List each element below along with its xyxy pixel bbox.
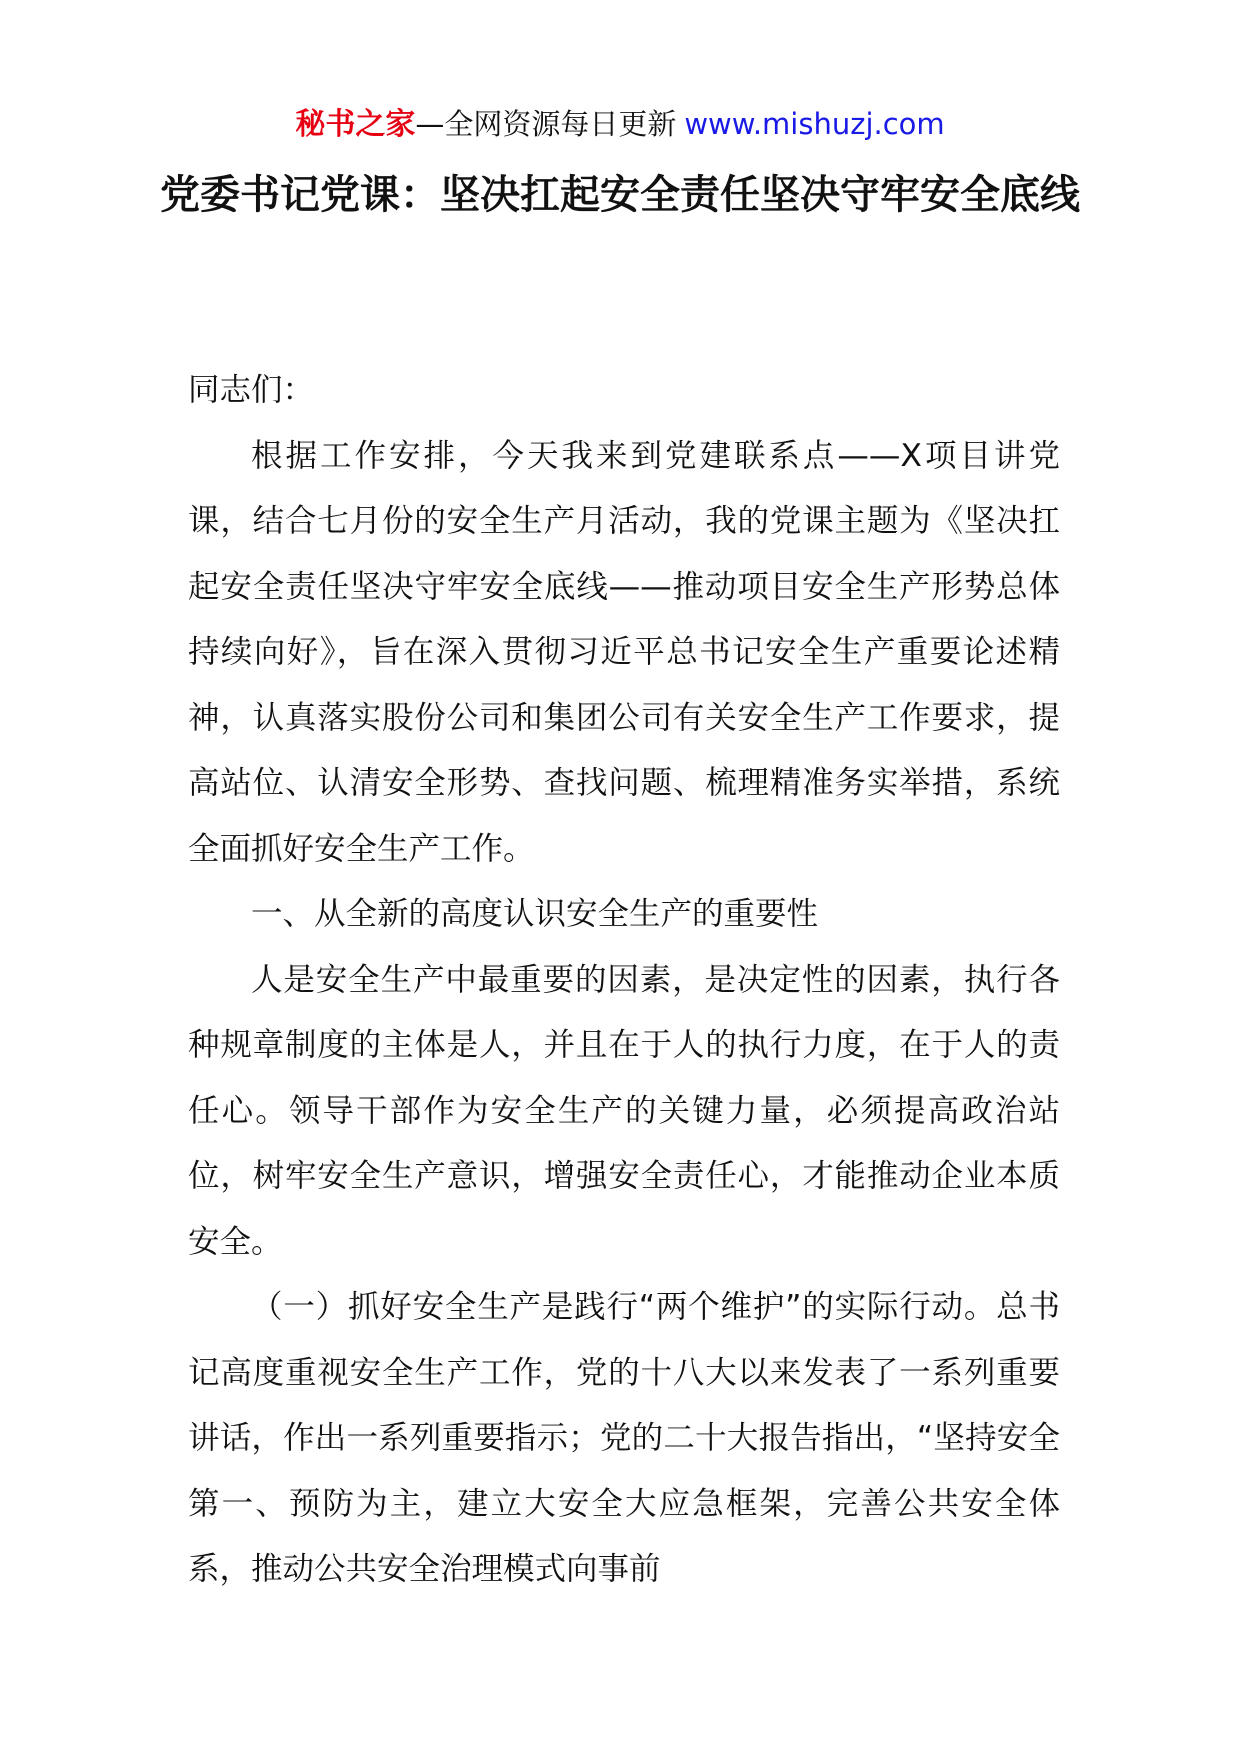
section-heading-1: 一、从全新的高度认识安全生产的重要性	[251, 896, 819, 932]
site-header	[0, 104, 1240, 145]
paragraph-intro: 根据工作安排，今天我来到党建联系点——X项目讲党课，结合七月份的安全生产月活动，我的党课主题为《坚决扛起安全责任坚决守牢安全底线——推动项目安全生产形势总体持续向好》，旨在深入贯彻习近平总书记安全生产重要论述精神，认真落实股份公司和集团公司有关安全生产工作要求，提高站位、认清安全形势、查找问题、梳理精准务实举措，系统全面抓好安全生产工作。	[188, 437, 1060, 867]
paragraph-people-factor: 人是安全生产中最重要的因素，是决定性的因素，执行各种规章制度的主体是人，并且在于人的执行力度，在于人的责任心。领导干部作为安全生产的关键力量，必须提高政治站位，树牢安全生产意识，增强安全责任心，才能推动企业本质安全。	[188, 961, 1060, 1260]
document-body	[188, 358, 1060, 1603]
paragraph-subsection-1: （一）抓好安全生产是践行“两个维护”的实际行动。总书记高度重视安全生产工作，党的十八大以来发表了一系列重要讲话，作出一系列重要指示；党的二十大报告指出，“坚持安全第一、预防为主，建立大安全大应急框架，完善公共安全体系，推动公共安全治理模式向事前	[188, 1289, 1060, 1587]
document-title: 党委书记党课：坚决扛起安全责任坚决守牢安全底线	[160, 172, 1080, 218]
header-tagline: —全网资源每日更新	[415, 107, 677, 141]
salutation: 同志们：	[188, 372, 315, 408]
site-url-link[interactable]: www.mishuzj.com	[684, 107, 945, 141]
brand-name: 秘书之家	[295, 107, 416, 142]
